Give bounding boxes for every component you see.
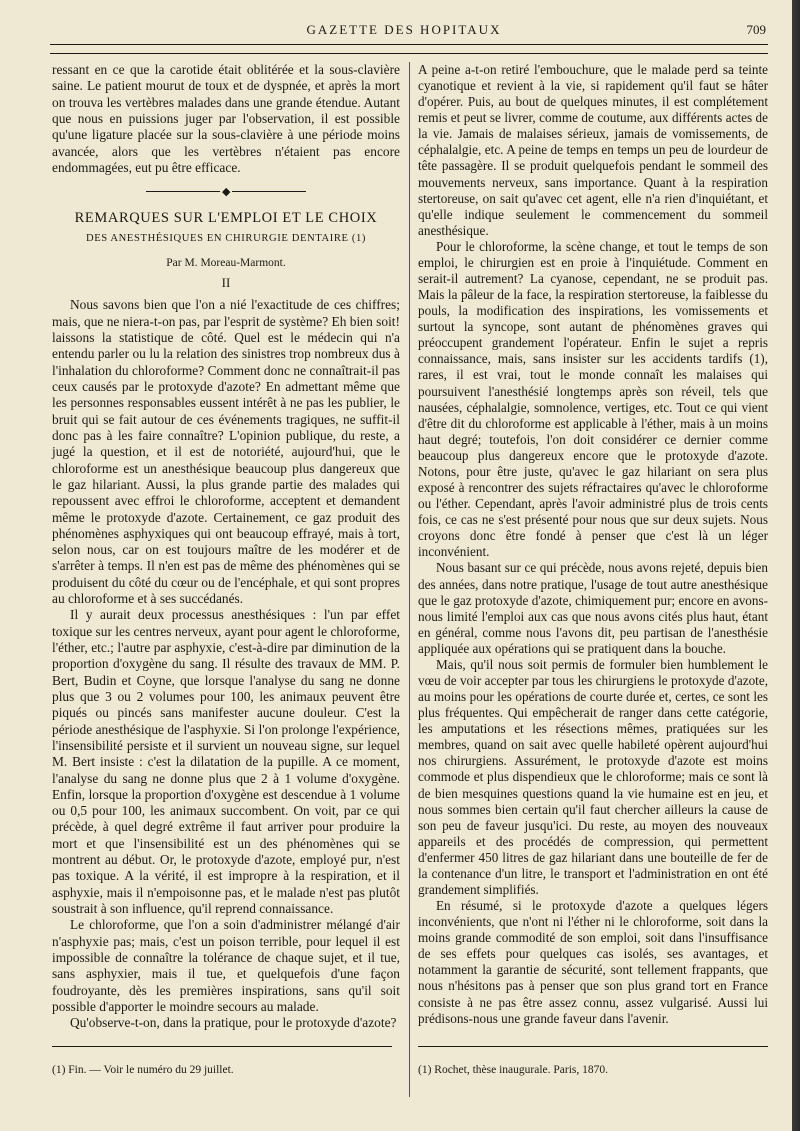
right-paragraph-5: En résumé, si le protoxyde d'azote a quelques légers inconvénients, que n'ont ni l'éther ni le chloroforme, soit dans la moins grande commodité de son emploi, soit dans l'insuffisance de ses effets pour quelques cas isolés, ses avantages, et notamment la garantie de sécurité, sont tellement frappants, que nous n'hésitons pas à penser que son plus grand tort en France consiste à ne pas être assez connu, assez vulgarisé. Aussi lui prédisons-nous une grande faveur dans l'avenir. [418, 898, 768, 1026]
page-number: 709 [746, 22, 766, 37]
column-divider [409, 62, 410, 1097]
header-rule-secondary [50, 53, 768, 54]
separator-ornament: ◆ [220, 184, 232, 200]
left-paragraph-2: Il y aurait deux processus anesthésiques : l'un par effet toxique sur les centres nerveux, ayant pour agent le chloroforme, l'éther, etc.; l'autre par asphyxie, c'est-à-dire par diminution de la proportion d'oxygène du sang. Il résulte des travaux de MM. P. Bert, Budin et Coyne, que lorsque l'analyse du sang ne donne plus que 3 ou 2 volumes pour 100, les animaux peuvent être piqués ou pincés sans manifester aucune douleur. C'est la période anesthésique de l'asphyxie. Si l'on prolonge l'expérience, l'insensibilité persiste et il survient un nouveau signe, sur lequel M. Bert insiste : c'est la dilatation de la pupille. A ce moment, l'analyse du sang ne donne plus que 2 à 1 volume d'oxygène. Enfin, lorsque la proportion d'oxygène est descendue à 1 volume ou 0,5 pour 100, les animaux succombent. On voit, par ce qui précède, à quel degré extrême il faut arriver pour produire la mort et que l'insensibilité est un des phénomènes qui se montrent au début. Or, le protoxyde d'azote, employé pur, n'est pas toxique. A la vérité, il est impropre à la respiration, et il asphyxie, mais il n'empoisonne pas, et le malade n'est pas plutôt soustrait à son influence, qu'il reprend connaissance. [52, 607, 400, 916]
section-number: II [221, 275, 231, 291]
running-header [38, 18, 770, 44]
left-paragraph-1: Nous savons bien que l'on a nié l'exactitude de ces chiffres; mais, que ne niera-t-on pas, par l'esprit de système? Eh bien soit! laissons la statistique de côté. Quel est le médecin qui n'a entendu parler ou lu la relation des sinistres trop nombreux dus à l'inhalation du chloroforme? Comment donc ne connaîtrait-il pas ceux causés par le protoxyde d'azote? En admettant même que les personnes responsables eussent intérêt à ne pas les publier, le bruit qui se fait autour de ces événements tragiques, ne suffit-il donc pas à les faire connaître? L'opinion publique, du reste, a jugé la question, et il est de notoriété, aujourd'hui, que le chloroforme est un anesthésique beaucoup plus dangereux que le gaz hilariant. Aussi, la plus grande partie des malades qui repoussent avec effroi le chloroforme, acceptent et demandent même le protoxyde d'azote. Certainement, ce gaz produit des phénomènes asphyxiques qui ont beaucoup effrayé, mais à tort, selon nous, car on est toujours maître de les modérer et de s'arrêter à temps. Il n'en est pas de même des phénomènes qui se produisent du côté du cœur ou de l'encéphale, et qui sont propres au chloroforme et à ses succédanés. [52, 297, 400, 607]
right-footnote-rule [418, 1046, 768, 1047]
right-column [418, 62, 768, 1027]
right-paragraph-4: Mais, qu'il nous soit permis de formuler bien humblement le vœu de voir accepter par tous les chirurgiens le protoxyde d'azote, au moins pour les opérations de courte durée et, certes, ce sont les plus fréquentes. Qui empêcherait de ranger dans cette catégorie, les amputations et les résections mêmes, pratiquées sur les membres, quand on sait avec quelle habileté opèrent aujourd'hui nos chirurgiens. Assurément, le protoxyde d'azote est moins commode et plus dispendieux que le chloroforme; mais ce sont là de bien mesquines questions quand la vie humaine est en jeu, et nous sommes bien certain qu'il faut chercher ailleurs la cause de son peu de faveur jusqu'ici. Du reste, au moyen des nouveaux appareils et des procédés de compression, qui permettent d'enfermer 450 litres de gaz hilariant dans une bouteille de fer de la contenance d'un litre, le transport et l'administration en ont été grandement simplifiés. [418, 656, 768, 897]
left-paragraph-3: Le chloroforme, que l'on a soin d'administrer mélangé d'air n'asphyxie pas; mais, c'est un poison terrible, pour lequel il est impossible de connaître la tolérance de chaque sujet, et il tue, sans asphyxier, mais il tue, et quelquefois d'une façon foudroyante, dès les premières inspirations, sans qu'il soit possible d'apporter le moindre secours au malade. [52, 917, 400, 1014]
right-paragraph-2: Pour le chloroforme, la scène change, et tout le temps de son emploi, le chirurgien est en proie à l'inquiétude. Comment en serait-il autrement? La cyanose, cependant, ne se produit pas. Mais la pâleur de la face, la respiration stertoreuse, la faiblesse du pouls, la modification des inspirations, les vomissements et surtout la syncope, sont autant de phénomènes graves qui préoccupent grandement l'opérateur. Enfin le sujet a repris connaissance, mais, sans insister sur les accidents tardifs (1), rares, il est vrai, tout le monde connaît les malaises qui poursuivent l'anesthésié longtemps après son réveil, tels que nausées, céphalalgie, somnolence, vertiges, etc. Tout ce qui vient d'être dit du chloroforme est applicable à l'éther, mais à un moins haut degré; toutefois, l'on doit considérer ce dernier comme beaucoup plus dangereux encore que le protoxyde d'azote. Notons, pour être juste, qu'avec le gaz hilariant on sera plus exposé à rencontrer des sujets réfractaires qu'avec le chloroforme ou l'éther. Cependant, après l'avoir administré plus de trois cents fois, ce cas ne s'est présenté pour nous que sur deux sujets. Nous croyons donc être fondé à penser que c'est là un léger inconvénient. [418, 238, 768, 560]
left-footnote: (1) Fin. — Voir le numéro du 29 juillet. [52, 1064, 234, 1076]
page-edge [792, 0, 800, 1131]
article-title: REMARQUES SUR L'EMPLOI ET LE CHOIX [74, 210, 378, 227]
section-separator [146, 186, 306, 199]
header-rule [50, 44, 768, 45]
article-subtitle: DES ANESTHÉSIQUES EN CHIRURGIE DENTAIRE (1) [85, 232, 367, 244]
right-paragraph-1: A peine a-t-on retiré l'embouchure, que le malade perd sa teinte cyanotique et revient à la vie, si rapidement qu'il faut se hâter d'opérer. Puis, au bout de quelques minutes, il est complétement remis et peut se livrer, comme de coutume, aux différents actes de la vie. Jamais de malaises sérieux, jamais de vomissements, de céphalalgie, etc. A peine de temps en temps un peu de lourdeur de tête passagère. Il se produit quelquefois pendant le sommeil des mouvements nerveux, sans importance. Quant à la respiration stertoreuse, on sait qu'avec cet agent, elle n'a rien d'inquiétant, et qu'elle indique seulement le commencement du sommeil anesthésique. [418, 62, 768, 238]
author-byline: Par M. Moreau-Marmont. [166, 256, 286, 269]
intro-paragraph: ressant en ce que la carotide était oblitérée et la sous-clavière saine. Le patient mourut de toux et de dyspnée, et après la mort on trouva les vertèbres malades dans une grande étendue. Autant que nous en puissions juger par l'observation, il est possible qu'une ligature placée sur la sous-clavière à une période moins avancée, alors que les vertèbres n'étaient pas encore endommagées, eut pu être efficace. [52, 62, 400, 175]
journal-title: GAZETTE DES HOPITAUX [306, 22, 502, 37]
right-paragraph-3: Nous basant sur ce qui précède, nous avons rejeté, depuis bien des années, dans notre pratique, l'usage de tout autre anesthésique que le gaz protoxyde d'azote, chimiquement pur; encore en avons-nous limité l'emploi aux cas que nous avons cités plus haut, étant en général, comme nous l'avons dit, peu partisan de l'anesthésie appliquée aux opérations qui se pratiquent dans la bouche. [418, 560, 768, 656]
left-column [52, 62, 400, 1032]
left-paragraph-4: Qu'observe-t-on, dans la pratique, pour le protoxyde d'azote? [70, 1015, 397, 1031]
left-footnote-rule [52, 1046, 392, 1047]
right-footnote: (1) Rochet, thèse inaugurale. Paris, 1870. [418, 1064, 609, 1076]
